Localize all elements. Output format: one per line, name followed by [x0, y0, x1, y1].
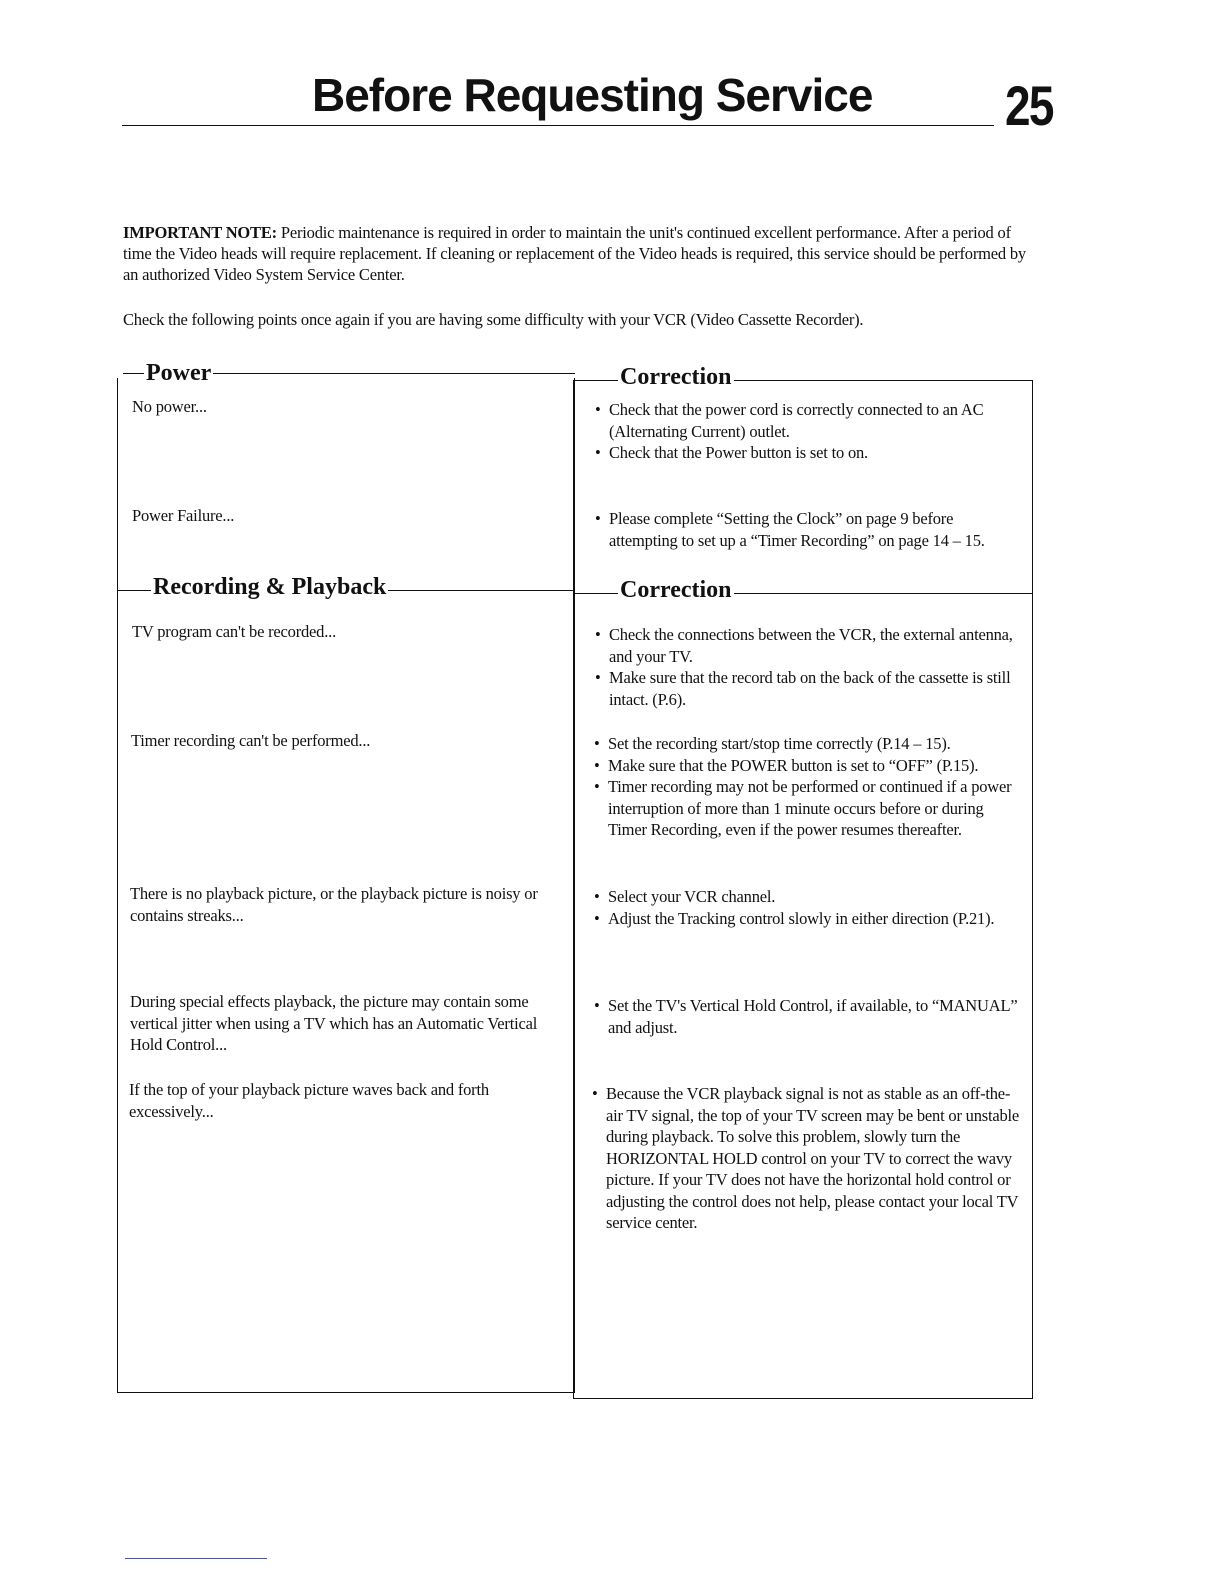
- recording-correction-heading: Correction: [620, 577, 732, 603]
- problem-tv-not-recorded: TV program can't be recorded...: [132, 622, 337, 641]
- page-number: 25: [1005, 74, 1053, 137]
- important-note: [123, 222, 1043, 285]
- problem-no-playback-picture: There is no playback picture, or the playback picture is noisy or contains streaks...: [130, 884, 538, 925]
- problem-no-power: No power...: [132, 397, 207, 416]
- problem-picture-waves: If the top of your playback picture waves back and forth excessively...: [129, 1080, 489, 1121]
- correction-item: • Set the recording start/stop time correctly (P.14 – 15).: [594, 733, 1024, 755]
- correction-item: • Select your VCR channel.: [594, 886, 1024, 908]
- correction-item: • Check the connections between the VCR, the external antenna, and your TV.: [595, 624, 1025, 667]
- correction-item: • Adjust the Tracking control slowly in either direction (P.21).: [594, 908, 1024, 930]
- problem-power-failure: Power Failure...: [132, 506, 235, 525]
- problem-timer-recording: Timer recording can't be performed...: [131, 731, 371, 750]
- correction-item: • Check that the power cord is correctly connected to an AC (Alternating Current) outlet.: [595, 399, 1025, 442]
- intro-text: Check the following points once again if you are having some difficulty with your VCR (Video Cassette Recorder).: [123, 310, 864, 329]
- problem-vertical-jitter: During special effects playback, the picture may contain some vertical jitter when using a TV which has an Automatic Vertical Hold Control...: [130, 992, 538, 1054]
- important-note-text: Periodic maintenance is required in order to maintain the unit's continued excellent performance. After a period of time the Video heads will require replacement. If cleaning or replacement of the Video heads is required, this service should be performed by an authorized Video System Service Center.: [123, 223, 1026, 284]
- page-title: Before Requesting Service: [312, 69, 873, 121]
- correction-item: • Please complete “Setting the Clock” on page 9 before attempting to set up a “Timer Recording” on page 14 – 15.: [595, 508, 1025, 551]
- correction-tv-not-recorded: [595, 624, 1025, 710]
- correction-item: • Make sure that the POWER button is set to “OFF” (P.15).: [594, 755, 1024, 777]
- correction-vertical-jitter: [594, 995, 1024, 1038]
- correction-item: • Timer recording may not be performed or continued if a power interruption of more than 1 minute occurs before or during Timer Recording, even if the power resumes thereafter.: [594, 776, 1024, 841]
- correction-no-playback-picture: [594, 886, 1024, 929]
- important-note-label: IMPORTANT NOTE:: [123, 223, 277, 242]
- recording-heading: Recording & Playback: [153, 574, 387, 600]
- correction-power-failure: [595, 508, 1025, 551]
- correction-item: • Set the TV's Vertical Hold Control, if available, to “MANUAL” and adjust.: [594, 995, 1024, 1038]
- footer-rule: [125, 1558, 267, 1559]
- correction-item: • Check that the Power button is set to on.: [595, 442, 1025, 464]
- correction-no-power: [595, 399, 1025, 464]
- power-heading: Power: [146, 360, 212, 386]
- correction-timer-recording: [594, 733, 1024, 841]
- title-underline: [122, 125, 994, 126]
- correction-item: • Because the VCR playback signal is not as stable as an off-the-air TV signal, the top of your TV screen may be bent or unstable during playback. To solve this problem, slowly turn the HORIZONTAL HOLD control on your TV to correct the wavy picture. If your TV does not have the horizontal hold control or adjusting the control does not help, please contact your local TV service center.: [592, 1083, 1022, 1234]
- power-correction-heading: Correction: [620, 364, 732, 390]
- correction-item: • Make sure that the record tab on the back of the cassette is still intact. (P.6).: [595, 667, 1025, 710]
- correction-picture-waves: [592, 1083, 1022, 1234]
